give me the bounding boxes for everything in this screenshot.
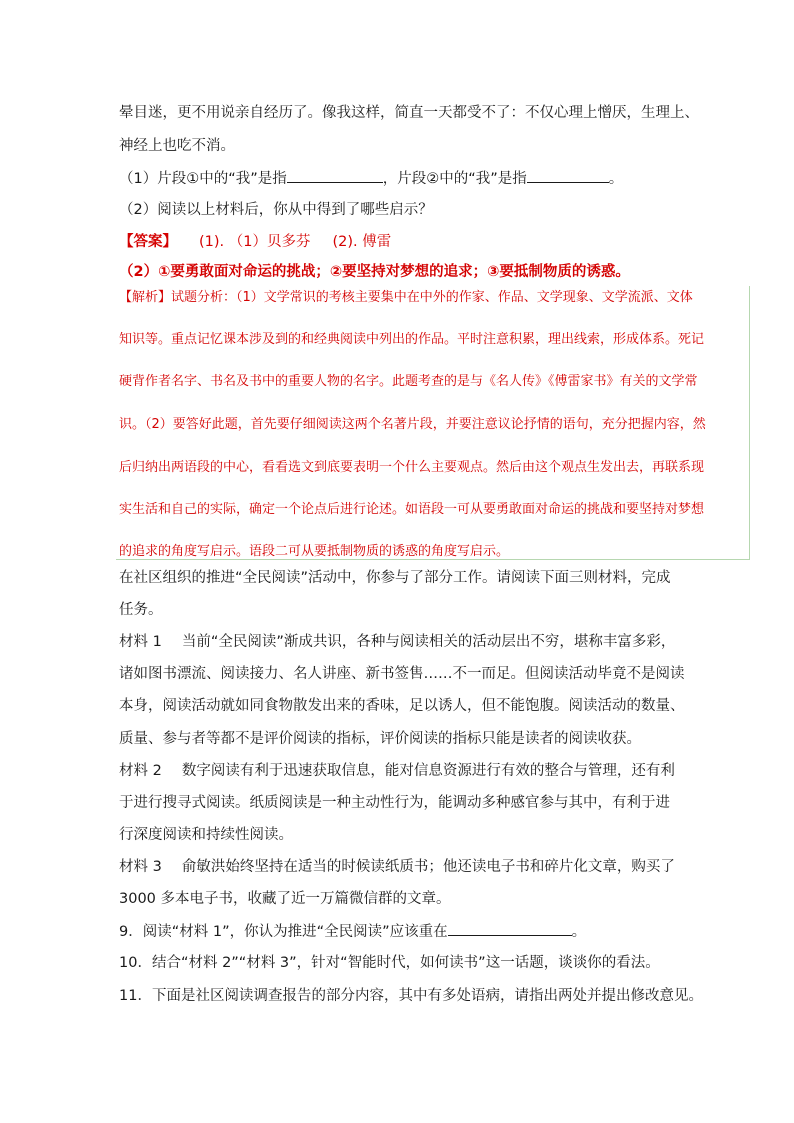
analysis-line-2: 知识等。重点记忆课本涉及到的和经典阅读中列出的作品。平时注意积累，理出线索，形成体系。死记 <box>119 332 705 347</box>
answer-line-2: （2）①要勇敢面对命运的挑战；②要坚持对梦想的追求；③要抵制物质的诱惑。 <box>119 264 630 280</box>
material-2-line-2: 于进行搜寻式阅读。纸质阅读是一种主动性行为，能调动多种感官参与其中，有利于进 <box>119 795 670 811</box>
question-1 <box>119 168 623 189</box>
material-3-text-1: 俞敏洪始终坚持在适当的时候读纸质书；他还读电子书和碎片化文章，购买了 <box>181 859 675 875</box>
material-2-line-1 <box>119 761 675 781</box>
answer-blank-9[interactable] <box>448 921 572 936</box>
material-1-line-4: 质量、参与者等都不是评价阅读的指标，评价阅读的指标只能是读者的阅读收获。 <box>119 731 641 747</box>
analysis-line-1 <box>119 289 693 307</box>
question-9 <box>119 921 586 942</box>
material-2-label: 材料 2 <box>119 763 162 779</box>
material-1-text-1: 当前“全民阅读”渐成共识，各种与阅读相关的活动层出不穷，堪称丰富多彩， <box>181 634 676 650</box>
answer-line-1 <box>119 232 391 252</box>
analysis-line-7: 的追求的角度写启示。语段二可从要抵制物质的诱惑的角度写启示。 <box>119 544 510 559</box>
question-1-middle: ，片段②中的“我”是指 <box>382 171 527 187</box>
question-1-suffix: 。 <box>608 171 624 187</box>
material-2-line-3: 行深度阅读和持续性阅读。 <box>119 827 293 843</box>
material-1-line-1 <box>119 632 675 652</box>
question-9-prefix: 9．阅读“材料 1”，你认为推进“全民阅读”应该重在 <box>119 924 448 940</box>
intro-line-2: 任务。 <box>119 602 163 618</box>
material-3-label: 材料 3 <box>119 859 162 875</box>
question-1-prefix: （1）片段①中的“我”是指 <box>119 171 287 187</box>
passage-line-1: 晕目迷，更不用说亲自经历了。像我这样，简直一天都受不了：不仅心理上憎厌，生理上、 <box>119 105 699 121</box>
answer-blank-1[interactable] <box>287 168 383 183</box>
question-9-suffix: 。 <box>571 924 587 940</box>
analysis-line-3: 硬背作者名字、书名及书中的重要人物的名字。此题考查的是与《名人传》《傅雷家书》有关的文学常 <box>119 374 698 389</box>
material-1-line-3: 本身，阅读活动就如同食物散发出来的香味，足以诱人，但不能饱腹。阅读活动的数量、 <box>119 698 685 714</box>
question-11: 11．下面是社区阅读调查报告的部分内容，其中有多处语病，请指出两处并提出修改意见。 <box>119 988 703 1004</box>
answer-part-1: (1). （1）贝多芬 <box>199 234 311 250</box>
analysis-text-1: 试题分析：（1）文学常识的考核主要集中在中外的作家、作品、文学现象、文学流派、文体 <box>171 290 693 305</box>
question-2: （2）阅读以上材料后，你从中得到了哪些启示？ <box>119 202 433 218</box>
passage-line-2: 神经上也吃不消。 <box>119 138 235 154</box>
material-3-line-1 <box>119 857 675 877</box>
answer-label: 【答案】 <box>119 234 177 250</box>
material-1-line-2: 诸如图书漂流、阅读接力、名人讲座、新书签售……不一而足。但阅读活动毕竟不是阅读 <box>119 666 685 682</box>
answer-blank-2[interactable] <box>527 168 609 183</box>
analysis-line-4: 识。（2）要答好此题，首先要仔细阅读这两个名著片段，并要注意议论抒情的语句，充分把握内容，然 <box>119 417 706 432</box>
analysis-line-5: 后归纳出两语段的中心，看看选文到底要表明一个什么主要观点。然后由这个观点生发出去，再联系现 <box>119 460 705 475</box>
material-1-label: 材料 1 <box>119 634 162 650</box>
answer-part-2: (2). 傅雷 <box>332 234 392 250</box>
question-10: 10．结合“材料 2”“材料 3”，针对“智能时代，如何读书”这一话题，谈谈你的看法。 <box>119 955 660 971</box>
analysis-label: 【解析】 <box>119 290 172 305</box>
material-3-line-2: 3000 多本电子书，收藏了近一万篇微信群的文章。 <box>119 891 451 907</box>
material-2-text-1: 数字阅读有利于迅速获取信息，能对信息资源进行有效的整合与管理，还有利 <box>181 763 675 779</box>
analysis-line-6: 实生活和自己的实际，确定一个论点后进行论述。如语段一可从要勇敢面对命运的挑战和要坚持对梦想 <box>119 502 705 517</box>
intro-line-1: 在社区组织的推进“全民阅读”活动中，你参与了部分工作。请阅读下面三则材料，完成 <box>119 570 671 586</box>
